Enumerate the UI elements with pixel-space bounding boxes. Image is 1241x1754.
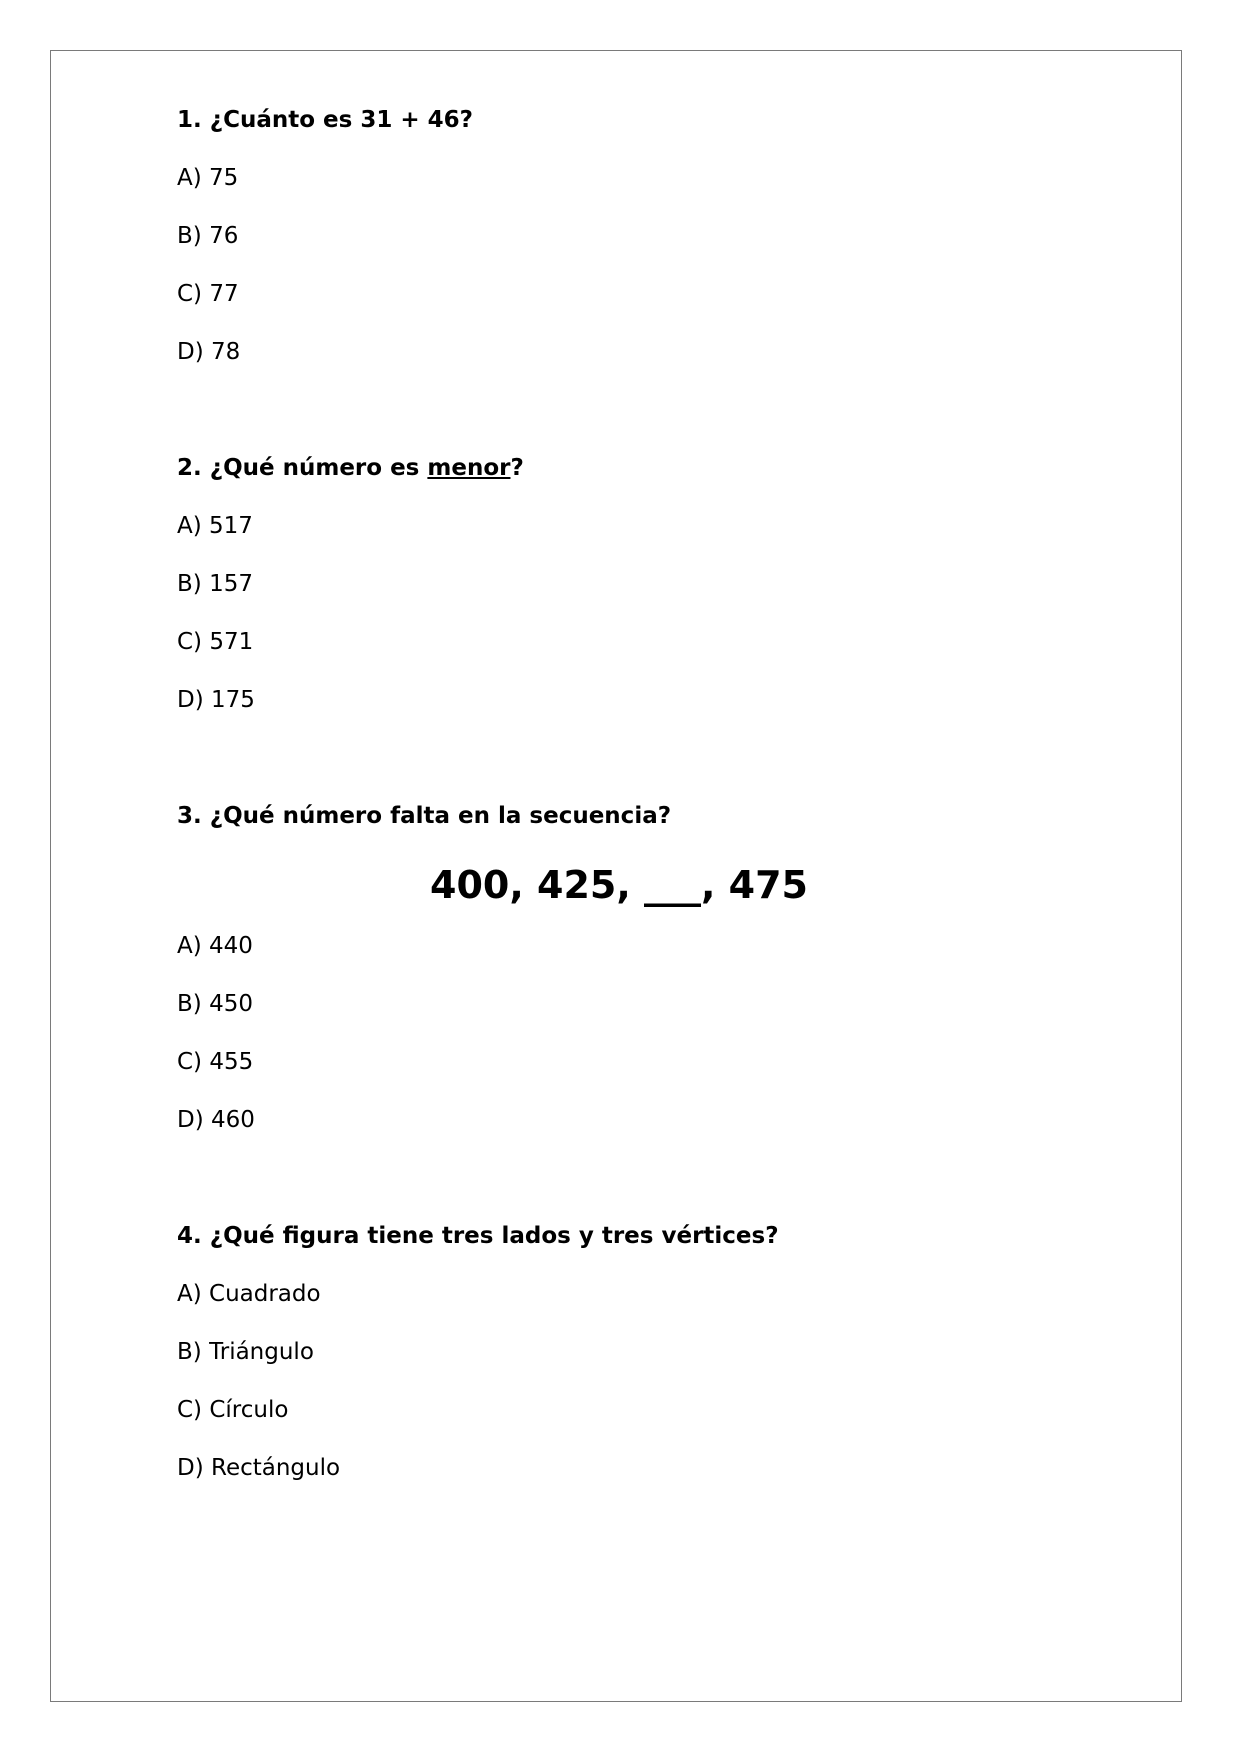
question-1-option-c: C) 77 xyxy=(177,281,239,307)
question-2 xyxy=(177,452,1077,716)
question-1 xyxy=(177,104,1077,368)
question-3 xyxy=(177,800,1077,1136)
question-2-option-c: C) 571 xyxy=(177,629,254,655)
question-4-option-b: B) Triángulo xyxy=(177,1339,314,1365)
question-4 xyxy=(177,1220,1077,1484)
question-2-title-emphasis: menor xyxy=(427,455,511,481)
question-1-title: 1. ¿Cuánto es 31 + 46? xyxy=(177,107,473,133)
question-1-option-d: D) 78 xyxy=(177,339,241,365)
question-2-option-d: D) 175 xyxy=(177,687,255,713)
spacer xyxy=(177,368,1077,452)
question-2-option-a: A) 517 xyxy=(177,513,253,539)
spacer xyxy=(177,716,1077,800)
question-4-option-c: C) Círculo xyxy=(177,1397,289,1423)
question-3-option-d: D) 460 xyxy=(177,1107,255,1133)
spacer xyxy=(177,1136,1077,1220)
worksheet-content xyxy=(177,104,1077,1484)
question-1-option-b: B) 76 xyxy=(177,223,239,249)
question-3-sequence: 400, 425, ___, 475 xyxy=(430,863,808,907)
question-3-option-a: A) 440 xyxy=(177,933,253,959)
question-4-option-a: A) Cuadrado xyxy=(177,1281,321,1307)
question-4-title: 4. ¿Qué figura tiene tres lados y tres vértices? xyxy=(177,1223,779,1249)
question-3-option-c: C) 455 xyxy=(177,1049,254,1075)
question-2-option-b: B) 157 xyxy=(177,571,253,597)
question-3-title: 3. ¿Qué número falta en la secuencia? xyxy=(177,803,672,829)
question-4-option-d: D) Rectángulo xyxy=(177,1455,341,1481)
question-1-option-a: A) 75 xyxy=(177,165,239,191)
question-2-title-suffix: ? xyxy=(510,455,524,481)
question-3-option-b: B) 450 xyxy=(177,991,253,1017)
question-2-title-prefix: 2. ¿Qué número es xyxy=(177,455,428,481)
question-2-title xyxy=(177,452,1077,484)
